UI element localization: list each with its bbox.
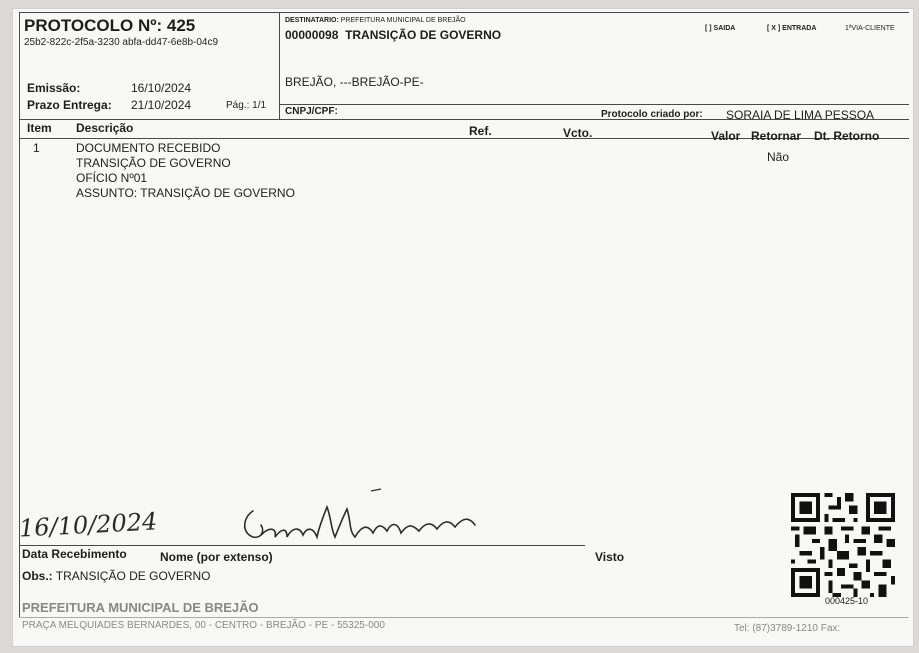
col-item: Item (27, 121, 52, 135)
col-retornar: Retornar (751, 129, 802, 143)
col-valor: Valor (711, 129, 741, 143)
row-item: 1 (33, 141, 40, 155)
row-line: TRANSIÇÃO DE GOVERNO (76, 156, 231, 170)
col-descricao: Descrição (76, 121, 134, 135)
page-indicator: Pág.: 1/1 (226, 100, 267, 111)
name-label: Nome (por extenso) (160, 550, 273, 564)
deadline-value: 21/10/2024 (131, 98, 192, 112)
footer-address: PRAÇA MELQUIADES BERNARDES, 00 - CENTRO - BREJÃO - PE - 55325-000 (22, 620, 385, 631)
recipient-code: 00000098 (285, 28, 339, 42)
recipient-name: PREFEITURA MUNICIPAL DE BREJÃO (340, 17, 466, 24)
option-entrada: [ X ] ENTRADA (767, 25, 817, 32)
row-description (76, 141, 295, 201)
emission-value: 16/10/2024 (131, 81, 192, 95)
signature (231, 487, 493, 557)
visto-label: Visto (595, 550, 625, 564)
signature-line (19, 545, 585, 546)
protocol-title-label: PROTOCOLO Nº: (24, 16, 163, 35)
protocol-form (12, 8, 914, 647)
protocol-hash: 25b2-822c-2f5a-3230 abfa-dd47-6e8b-04c9 (24, 37, 219, 48)
emission-label: Emissão: (27, 81, 81, 95)
header-divider (279, 12, 280, 119)
col-dt-retorno: Dt. Retorno (814, 129, 880, 143)
recipient-description: TRANSIÇÃO DE GOVERNO (345, 28, 502, 42)
row-retornar: Não (767, 150, 790, 164)
top-border (19, 12, 909, 13)
creator-label: Protocolo criado por: (601, 109, 703, 120)
recipient-line (285, 17, 466, 24)
footer-phone: Tel: (87)3789-1210 Fax: (734, 623, 841, 634)
recipient-label: DESTINATARIO: (285, 17, 339, 24)
obs-value: TRANSIÇÃO DE GOVERNO (55, 569, 211, 583)
cnpj-label: CNPJ/CPF: (285, 106, 338, 117)
creator-name: SORAIA DE LIMA PESSOA (726, 108, 875, 122)
obs-line (22, 569, 210, 583)
date-received-label: Data Recebimento (22, 547, 127, 561)
handwritten-date: 16/10/2024 (18, 507, 158, 543)
qr-code-label: 000425-10 (825, 596, 869, 606)
row-line: DOCUMENTO RECEBIDO (76, 141, 221, 155)
option-saida: [ ] SAIDA (705, 25, 736, 32)
footer-org: PREFEITURA MUNICIPAL DE BREJÃO (22, 600, 259, 615)
col-vcto: Vcto. (563, 126, 593, 140)
cnpj-line (279, 104, 909, 105)
option-via: 1ªVIA-CLIENTE (845, 25, 895, 32)
obs-label: Obs.: (22, 569, 53, 583)
protocol-number: 425 (166, 16, 196, 35)
recipient-city: BREJÃO, ---BREJÃO-PE- (285, 75, 424, 89)
deadline-label: Prazo Entrega: (27, 98, 112, 112)
col-ref: Ref. (469, 124, 492, 138)
row-line: OFÍCIO Nº01 (76, 171, 148, 185)
recipient-code-line (285, 28, 501, 42)
qr-code (791, 493, 895, 597)
protocol-title (24, 16, 195, 36)
footer-line (19, 617, 909, 618)
row-line: ASSUNTO: TRANSIÇÃO DE GOVERNO (76, 186, 295, 200)
